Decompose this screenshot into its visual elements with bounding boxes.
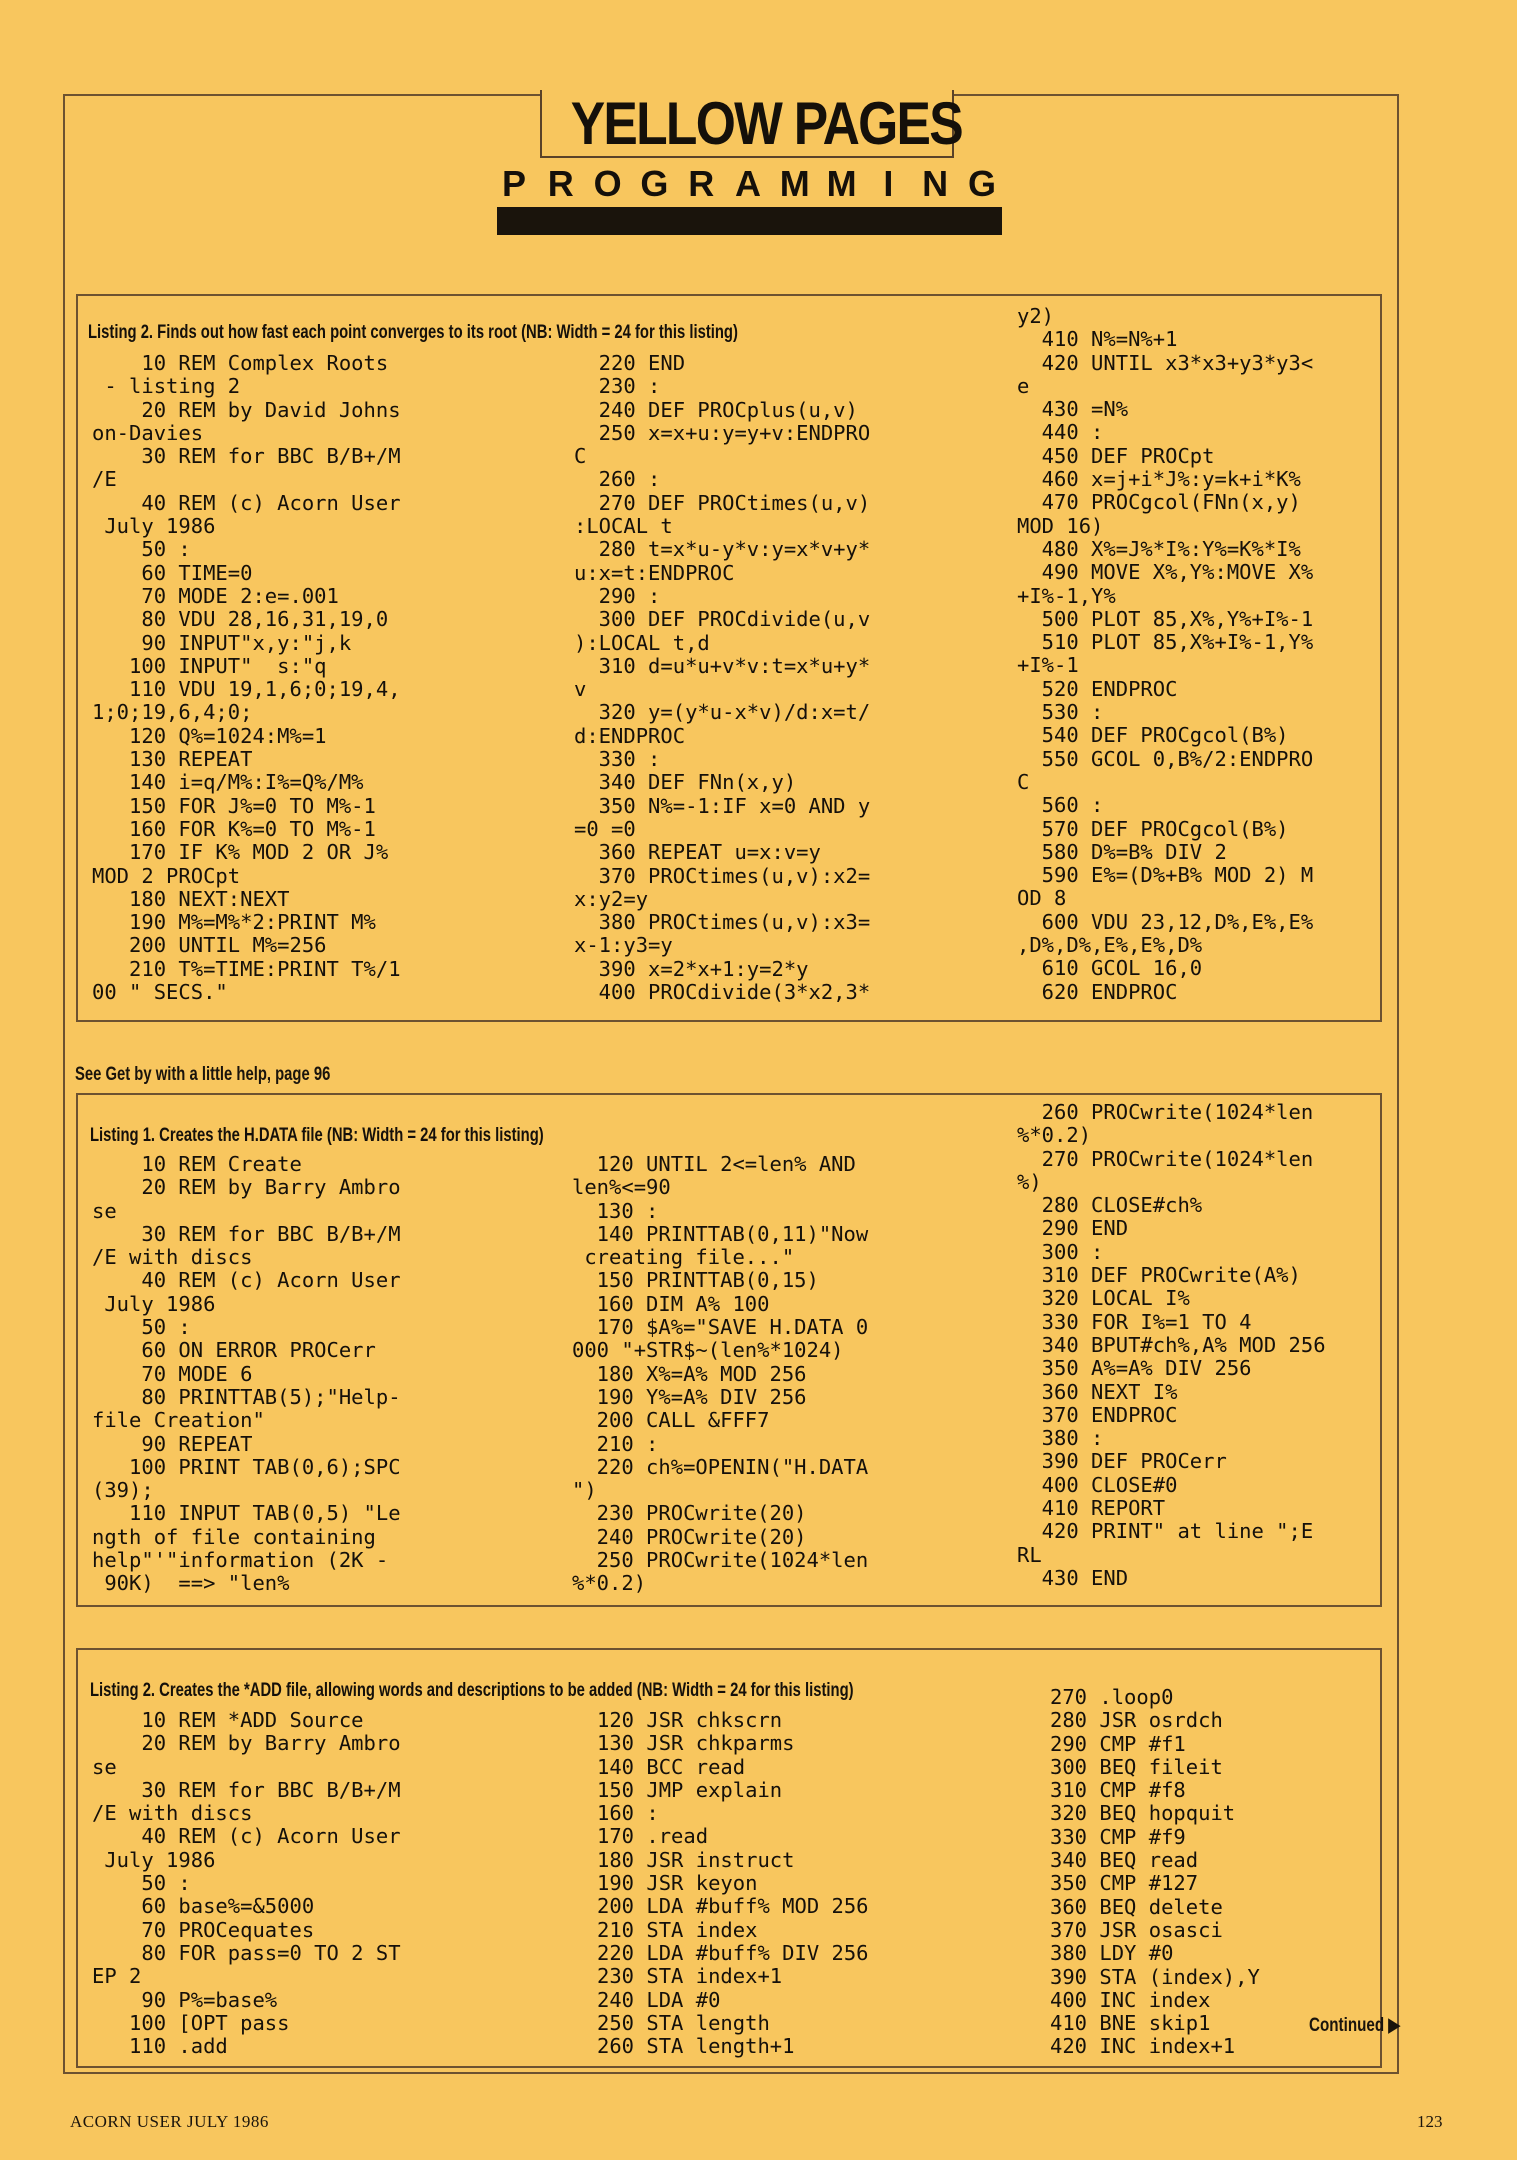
subtitle-letter: R <box>547 163 574 204</box>
footer-publication: ACORN USER JULY 1986 <box>70 2112 269 2131</box>
masthead-title: YELLOW PAGES <box>570 90 962 157</box>
code-column: 10 REM Complex Roots - listing 2 20 REM by David Johns on-Davies 30 REM for BBC B/B+/M /E 40 REM (c) Acorn User July 1986 50 : 60 TIME=0 70 MODE 2:e=.001 80 VDU 28,16,31,19,0 90 INPUT"x,y:"j,k 100 INPUT" s:"q 110 VDU 19,1,6;0;19,4, 1;0;19,6,4;0; 120 Q%=1024:M%=1 130 REPEAT 140 i=q/M%:I%=Q%/M% 150 FOR J%=0 TO M%-1 160 FOR K%=0 TO M%-1 170 IF K% MOD 2 OR J% MOD 2 PROCpt 180 NEXT:NEXT 190 M%=M%*2:PRINT M% 200 UNTIL M%=256 210 T%=TIME:PRINT T%/1 00 " SECS." <box>92 351 401 1005</box>
subtitle-letter: G <box>967 163 996 204</box>
code-column: 10 REM Create 20 REM by Barry Ambro se 30 REM for BBC B/B+/M /E with discs 40 REM (c) Acorn User July 1986 50 : 60 ON ERROR PROCerr 70 MODE 6 80 PRINTTAB(5);"Help- file Creation" 90 REPEAT 100 PRINT TAB(0,6);SPC (39); 110 INPUT TAB(0,5) "Le ngth of file containing help"'"information (2K - 90K) ==> "len% <box>92 1152 401 1596</box>
section-subtitle <box>496 162 1000 206</box>
listing-caption: Listing 1. Creates the H.DATA file (NB: Width = 24 for this listing) <box>90 1125 544 1146</box>
subtitle-bar <box>497 207 1002 235</box>
code-column: 120 UNTIL 2<=len% AND len%<=90 130 : 140 PRINTTAB(0,11)"Now creating file..." 150 PRINTTAB(0,15) 160 DIM A% 100 170 $A%="SAVE H.DATA 0 000 "+STR$~(len%*1024) 180 X%=A% MOD 256 190 Y%=A% DIV 256 200 CALL &FFF7 210 : 220 ch%=OPENIN("H.DATA ") 230 PROCwrite(20) 240 PROCwrite(20) 250 PROCwrite(1024*len %*0.2) <box>572 1152 869 1596</box>
masthead <box>540 90 962 158</box>
subtitle-letter: P <box>501 163 526 204</box>
code-column: 120 JSR chkscrn 130 JSR chkparms 140 BCC read 150 JMP explain 160 : 170 .read 180 JSR instruct 190 JSR keyon 200 LDA #buff% MOD 256 210 STA index 220 LDA #buff% DIV 256 230 STA index+1 240 LDA #0 250 STA length 260 STA length+1 <box>597 1708 869 2059</box>
subtitle-letter: M <box>779 163 810 204</box>
continued-label: Continued ▶ <box>1309 2015 1401 2036</box>
page-number: 123 <box>1417 2112 1443 2131</box>
code-column: 270 .loop0 280 JSR osrdch 290 CMP #f1 300 BEQ fileit 310 CMP #f8 320 BEQ hopquit 330 CMP #f9 340 BEQ read 350 CMP #127 360 BEQ delete 370 JSR osasci 380 LDY #0 390 STA (index),Y 400 INC index 410 BNE skip1 420 INC index+1 <box>1050 1685 1260 2059</box>
subtitle-letter: N <box>922 163 949 204</box>
listing-caption: Listing 2. Creates the *ADD file, allowing words and descriptions to be added (NB: Width = 24 for this listing) <box>90 1680 854 1701</box>
listing-caption: Listing 2. Finds out how fast each point converges to its root (NB: Width = 24 for this listing) <box>88 322 738 343</box>
subtitle-letter: O <box>593 163 622 204</box>
code-column: y2) 410 N%=N%+1 420 UNTIL x3*x3+y3*y3< e 430 =N% 440 : 450 DEF PROCpt 460 x=j+i*J%:y=k+i*K% 470 PROCgcol(FNn(x,y) MOD 16) 480 X%=J%*I%:Y%=K%*I% 490 MOVE X%,Y%:MOVE X% +I%-1,Y% 500 PLOT 85,X%,Y%+I%-1 510 PLOT 85,X%+I%-1,Y% +I%-1 520 ENDPROC 530 : 540 DEF PROCgcol(B%) 550 GCOL 0,B%/2:ENDPRO C 560 : 570 DEF PROCgcol(B%) 580 D%=B% DIV 2 590 E%=(D%+B% MOD 2) M OD 8 600 VDU 23,12,D%,E%,E% ,D%,D%,E%,E%,D% 610 GCOL 16,0 620 ENDPROC <box>1017 304 1314 1004</box>
code-column: 220 END 230 : 240 DEF PROCplus(u,v) 250 x=x+u:y=y+v:ENDPRO C 260 : 270 DEF PROCtimes(u,v) :LOCAL t 280 t=x*u-y*v:y=x*v+y* u:x=t:ENDPROC 290 : 300 DEF PROCdivide(u,v ):LOCAL t,d 310 d=u*u+v*v:t=x*u+y* v 320 y=(y*u-x*v)/d:x=t/ d:ENDPROC 330 : 340 DEF FNn(x,y) 350 N%=-1:IF x=0 AND y =0 =0 360 REPEAT u=x:v=y 370 PROCtimes(u,v):x2= x:y2=y 380 PROCtimes(u,v):x3= x-1:y3=y 390 x=2*x+1:y=2*y 400 PROCdivide(3*x2,3* <box>574 351 871 1005</box>
see-note: See Get by with a little help, page 96 <box>75 1064 331 1085</box>
subtitle-letter: R <box>688 163 715 204</box>
subtitle-letter: A <box>734 163 761 204</box>
subtitle-letter: G <box>640 163 669 204</box>
subtitle-letter: M <box>826 163 857 204</box>
subtitle-letter: I <box>883 163 894 204</box>
code-column: 10 REM *ADD Source 20 REM by Barry Ambro se 30 REM for BBC B/B+/M /E with discs 40 REM (c) Acorn User July 1986 50 : 60 base%=&5000 70 PROCequates 80 FOR pass=0 TO 2 ST EP 2 90 P%=base% 100 [OPT pass 110 .add <box>92 1708 401 2059</box>
code-column: 260 PROCwrite(1024*len %*0.2) 270 PROCwrite(1024*len %) 280 CLOSE#ch% 290 END 300 : 310 DEF PROCwrite(A%) 320 LOCAL I% 330 FOR I%=1 TO 4 340 BPUT#ch%,A% MOD 256 350 A%=A% DIV 256 360 NEXT I% 370 ENDPROC 380 : 390 DEF PROCerr 400 CLOSE#0 410 REPORT 420 PRINT" at line ";E RL 430 END <box>1017 1100 1326 1590</box>
